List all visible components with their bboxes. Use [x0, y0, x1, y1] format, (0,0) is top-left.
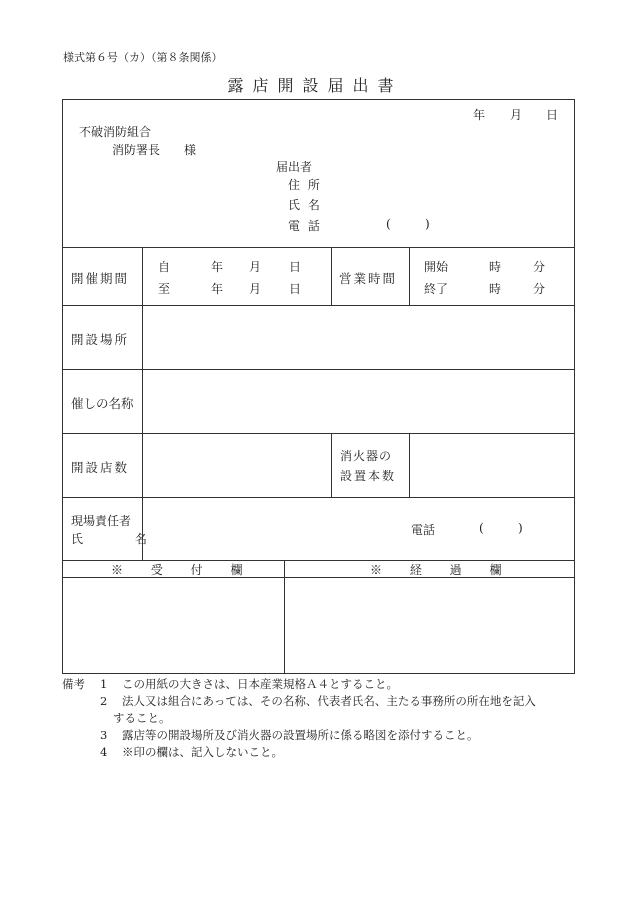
address-label: 住 所 — [288, 178, 322, 192]
hours-end-minute: 分 — [533, 282, 546, 296]
date-day: 日 — [546, 108, 559, 122]
row-divider — [63, 247, 574, 248]
location-label: 開設場所 — [71, 332, 130, 347]
remark-text: この用紙の大きさは、日本産業規格Ａ４とすること。 — [122, 677, 398, 691]
phone-paren-open: ( — [386, 217, 391, 231]
manager-paren-open: ( — [479, 521, 484, 535]
remark-number: 3 — [100, 728, 108, 742]
remark-line — [62, 710, 171, 727]
manager-phone-label: 電話 — [411, 523, 436, 537]
name-label: 氏 名 — [288, 198, 322, 212]
row-divider — [63, 433, 574, 434]
phone-paren-close: ) — [425, 217, 430, 231]
phone-label: 電 話 — [288, 219, 322, 233]
column-divider — [142, 247, 143, 560]
period-label: 開催期間 — [71, 271, 130, 286]
notifier-label: 届出者 — [276, 160, 313, 174]
document-title: 露店開設届出書 — [227, 76, 403, 95]
period-to: 至 — [158, 282, 171, 296]
remarks-heading: 備考 — [62, 677, 85, 691]
remark-line — [62, 693, 536, 710]
addressee-chief: 消防署長 — [112, 143, 161, 157]
column-divider — [409, 247, 410, 305]
manager-paren-close: ) — [518, 521, 523, 535]
addressee-org: 不破消防組合 — [79, 125, 152, 139]
extinguisher-label-2: 設置本数 — [340, 469, 397, 483]
period-from-month: 月 — [249, 260, 262, 274]
extinguisher-label-1: 消火器の — [340, 449, 393, 463]
form-table — [62, 99, 575, 674]
remark-text: すること。 — [113, 711, 171, 725]
column-divider — [331, 433, 332, 497]
period-to-year: 年 — [211, 282, 224, 296]
remarks — [62, 676, 536, 761]
manager-label-1: 現場責任者 — [71, 514, 132, 528]
honorific: 様 — [184, 143, 197, 157]
remark-number: 4 — [100, 745, 108, 759]
remark-text: ※印の欄は、記入しないこと。 — [122, 745, 283, 759]
reception-header: ※ 受 付 欄 — [111, 563, 255, 577]
manager-label-2: 氏 名 — [71, 532, 171, 546]
hours-end: 終了 — [424, 282, 449, 296]
hours-start: 開始 — [424, 260, 449, 274]
row-divider — [63, 305, 574, 306]
period-from-day: 日 — [289, 260, 302, 274]
stalls-label: 開設店数 — [71, 460, 130, 475]
period-from: 自 — [158, 260, 171, 274]
hours-end-hour: 時 — [489, 282, 502, 296]
row-divider — [63, 369, 574, 370]
remark-number: 1 — [100, 677, 108, 691]
date-year: 年 — [473, 108, 486, 122]
remark-text: 露店等の開設場所及び消火器の設置場所に係る略図を添付すること。 — [122, 728, 479, 742]
period-to-day: 日 — [289, 282, 302, 296]
column-divider — [284, 560, 285, 674]
remark-line — [62, 676, 398, 693]
remark-line — [62, 744, 283, 761]
remark-text: 法人又は組合にあっては、その名称、代表者氏名、主たる事務所の所在地を記入 — [122, 694, 536, 708]
period-from-year: 年 — [211, 260, 224, 274]
hours-start-hour: 時 — [489, 260, 502, 274]
period-to-month: 月 — [249, 282, 262, 296]
progress-header: ※ 経 過 欄 — [370, 563, 514, 577]
column-divider — [409, 433, 410, 497]
hours-start-minute: 分 — [533, 260, 546, 274]
remark-line — [62, 727, 479, 744]
column-divider — [331, 247, 332, 305]
event-name-label: 催しの名称 — [71, 396, 134, 411]
remark-number: 2 — [100, 694, 108, 708]
date-month: 月 — [510, 108, 523, 122]
form-number: 様式第６号（カ）（第８条関係） — [63, 51, 223, 64]
row-divider — [63, 497, 574, 498]
hours-label: 営業時間 — [339, 271, 398, 286]
